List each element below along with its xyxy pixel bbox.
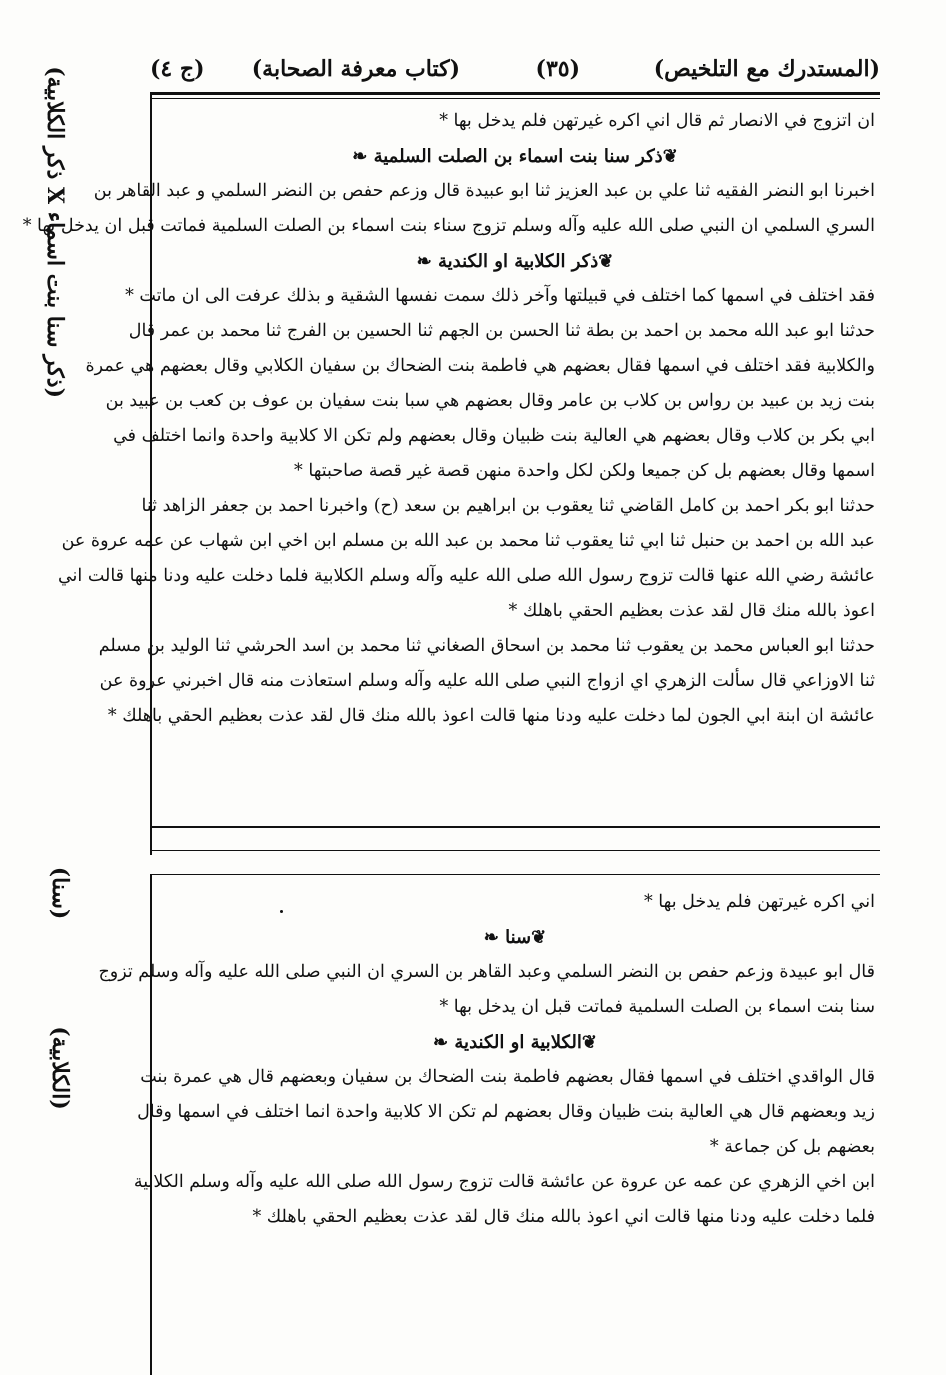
text-line: قال الواقدي اختلف في اسمها فقال بعضهم فاطمة بنت الضحاك بن سفيان وبعضهم قال هي عمرة بنت [140, 1067, 875, 1087]
section-heading: ❦ سنا ❧ [155, 920, 875, 955]
margin-note-kilabiya: (الكلابية) [47, 1026, 73, 1110]
text-line: فقد اختلف في اسمها كما اختلف في قبيلتها وآخر ذلك سمت نفسها الشقية و بذلك عرفت الى ان ماتت * [125, 286, 875, 306]
text-line: والكلابية فقد اختلف في اسمها فقال بعضهم هي فاطمة بنت الضحاك بن سفيان الكلابي وقال بعضهم هي عمرة [85, 356, 875, 376]
section-divider [150, 850, 880, 851]
text-line: عائشة رضي الله عنها قالت تزوج رسول الله صلى الله عليه وآله وسلم الكلابية فلما دخلت عليه ودنا منها قالت اني [57, 566, 875, 586]
text-line: ان اتزوج في الانصار ثم قال اني اكره غيرتهن فلم يدخل بها * [439, 111, 875, 131]
section-heading: ❦ الكلابية او الكندية ❧ [155, 1025, 875, 1060]
text-line: ابن اخي الزهري عن عمه عن عروة عن عائشة قالت تزوج رسول الله صلى الله عليه وآله وسلم الكلابية [133, 1172, 875, 1192]
section-heading: ❦ ذكر الكلابية او الكندية ❧ [155, 244, 875, 279]
text-line: بنت زيد بن عبيد بن رواس بن كلاب بن عامر وقال بعضهم هي سبا بنت سفيان بن عوف بن كعب بن عبيد بن [105, 391, 875, 411]
header-rule [150, 92, 880, 99]
text-line: اخبرنا ابو النضر الفقيه ثنا علي بن عبد العزيز ثنا ابو عبيدة قال وزعم حفص بن النضر السلمي و عبد القاهر بن [93, 181, 875, 201]
page-header [150, 52, 880, 92]
text-line: السري السلمي ان النبي صلى الله عليه وآله وسلم تزوج سناء بنت اسماء بن الصلت السلمية فماتت قبل ان يدخل بها * [22, 216, 875, 236]
header-book-title: (المستدرك مع التلخيص) [653, 56, 880, 82]
margin-note-top: (ذكر سنا بنت اسماء X ذكر الكلابية) [42, 66, 68, 398]
text-line: فلما دخلت عليه ودنا منها قالت اني اعوذ بالله منك قال لقد عذت بعظيم الحقي باهلك * [252, 1207, 875, 1227]
text-line: قال ابو عبيدة وزعم حفص بن النضر السلمي وعبد القاهر بن السري ان النبي صلى الله عليه وآله وسلم تزوج [98, 962, 875, 982]
volume-number: (ج ٤) [150, 56, 205, 82]
section-divider [150, 826, 880, 828]
text-line: ثنا الاوزاعي قال سألت الزهري اي ازواج النبي صلى الله عليه وآله وسلم استعاذت منه قال اخبرني عروة عن [99, 671, 875, 691]
text-line: ابي بكر بن كلاب وقال بعضهم هي العالية بنت ظبيان وقال بعضهم ولم تكن الا كلابية واحدة وانما اختلف في [113, 426, 875, 446]
header-chapter-title: (كتاب معرفة الصحابة) [251, 56, 460, 82]
text-line: حدثنا ابو العباس محمد بن يعقوب ثنا محمد بن اسحاق الصغاني ثنا محمد بن اسد الحرشي ثنا الوليد بن مسلم [98, 636, 875, 656]
text-line: سنا بنت اسماء بن الصلت السلمية فماتت قبل ان يدخل بها * [439, 997, 875, 1017]
text-line: اني اكره غيرتهن فلم يدخل بها * [643, 892, 875, 912]
text-line: عبد الله بن احمد بن حنبل ثنا ابي ثنا يعقوب ثنا محمد بن عبد الله بن مسلم ابن اخي ابن شهاب عن عمه عروة عن [61, 531, 875, 551]
text-line: حدثنا ابو بكر احمد بن كامل القاضي ثنا يعقوب بن ابراهيم بن سعد (ح) واخبرنا احمد بن جعفر الزاهد ثنا [141, 496, 875, 516]
text-line: اسمها وقال بعضهم بل كن جميعا ولكن لكل واحدة منهن قصة غير قصة صاحبتها * [294, 461, 875, 481]
text-line: عائشة ان ابنة ابي الجون لما دخلت عليه ودنا منها قالت اعوذ بالله منك قال لقد عذت بعظيم الحقي باهلك * [107, 706, 875, 726]
page-number: (٣٥) [535, 56, 580, 82]
margin-note-sana: (سنا) [47, 866, 73, 920]
talkhis-text-block [98, 885, 875, 1235]
text-line: زيد وبعضهم قال هي العالية بنت ظبيان وقال بعضهم لم تكن الا كلابية واحدة انما اختلف في اسمها وقال [137, 1102, 875, 1122]
section-divider [150, 874, 880, 875]
text-line: بعضهم بل كن جماعة * [709, 1137, 875, 1157]
text-line: حدثنا ابو عبد الله محمد بن احمد بن بطة ثنا الحسن بن الجهم ثنا الحسين بن الفرج ثنا محمد بن عمر قال [128, 321, 875, 341]
text-line: اعوذ بالله منك قال لقد عذت بعظيم الحقي باهلك * [508, 601, 875, 621]
section-heading: ❦ ذكر سنا بنت اسماء بن الصلت السلمية ❧ [155, 139, 875, 174]
